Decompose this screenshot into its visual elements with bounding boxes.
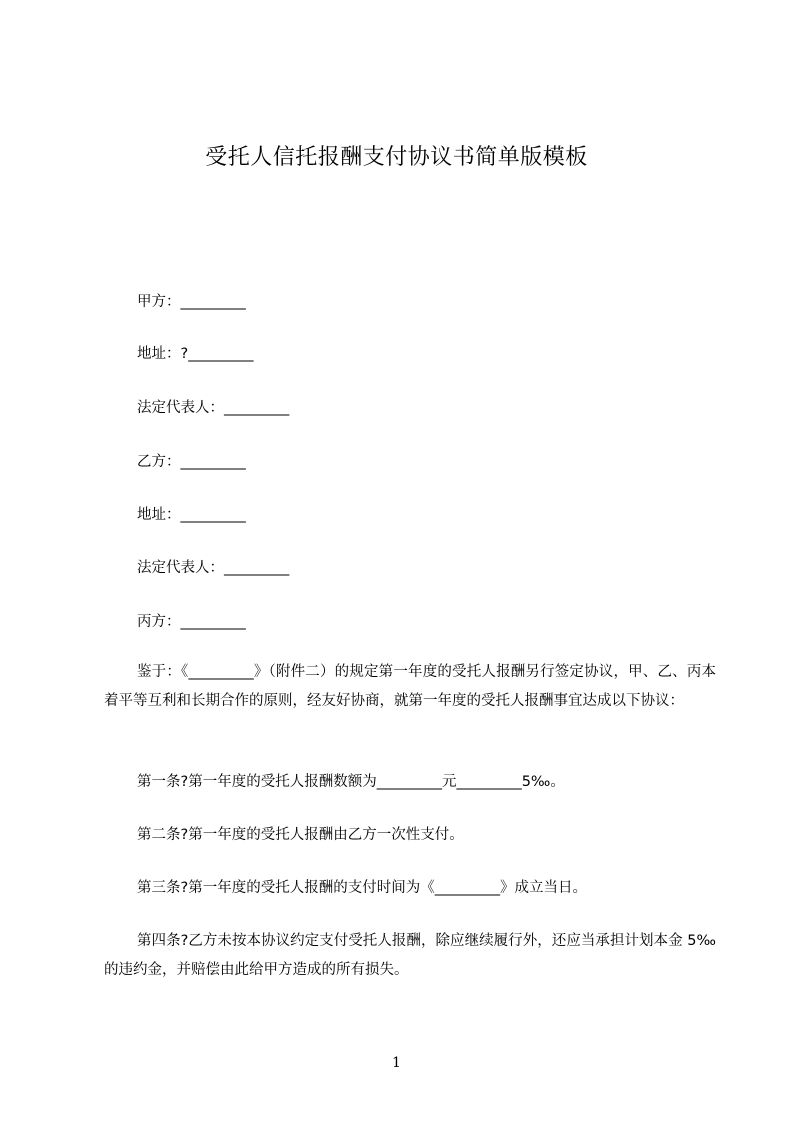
party-a-line: 甲方：_________ — [137, 294, 246, 310]
party-b-line: 乙方：_________ — [137, 454, 246, 470]
preamble-paragraph: 鉴于：《_________》（附件二）的规定第一年度的受托人报酬另行签定协议，甲、乙、丙本着平等互利和长期合作的原则，经友好协商，就第一年度的受托人报酬事宜达成以下协议： — [104, 664, 716, 709]
document-title: 受托人信托报酬支付协议书简单版模板 — [205, 145, 588, 170]
party-b-representative-line: 法定代表人：_________ — [137, 560, 290, 576]
page-number: 1 — [392, 1055, 401, 1071]
article-1: 第一条?第一年度的受托人报酬数额为_________元_________5‰。 — [137, 774, 565, 790]
article-4: 第四条?乙方未按本协议约定支付受托人报酬，除应继续履行外，还应当承担计划本金 5‰的违约金，并赔偿由此给甲方造成的所有损失。 — [104, 933, 716, 978]
article-2: 第二条?第一年度的受托人报酬由乙方一次性支付。 — [137, 827, 464, 843]
party-b-address-line: 地址：_________ — [137, 507, 246, 523]
party-c-line: 丙方：_________ — [137, 614, 246, 630]
article-3: 第三条?第一年度的受托人报酬的支付时间为《_________》成立当日。 — [137, 880, 587, 896]
party-a-address-line: 地址：?_________ — [137, 346, 254, 362]
party-a-representative-line: 法定代表人：_________ — [137, 400, 290, 416]
